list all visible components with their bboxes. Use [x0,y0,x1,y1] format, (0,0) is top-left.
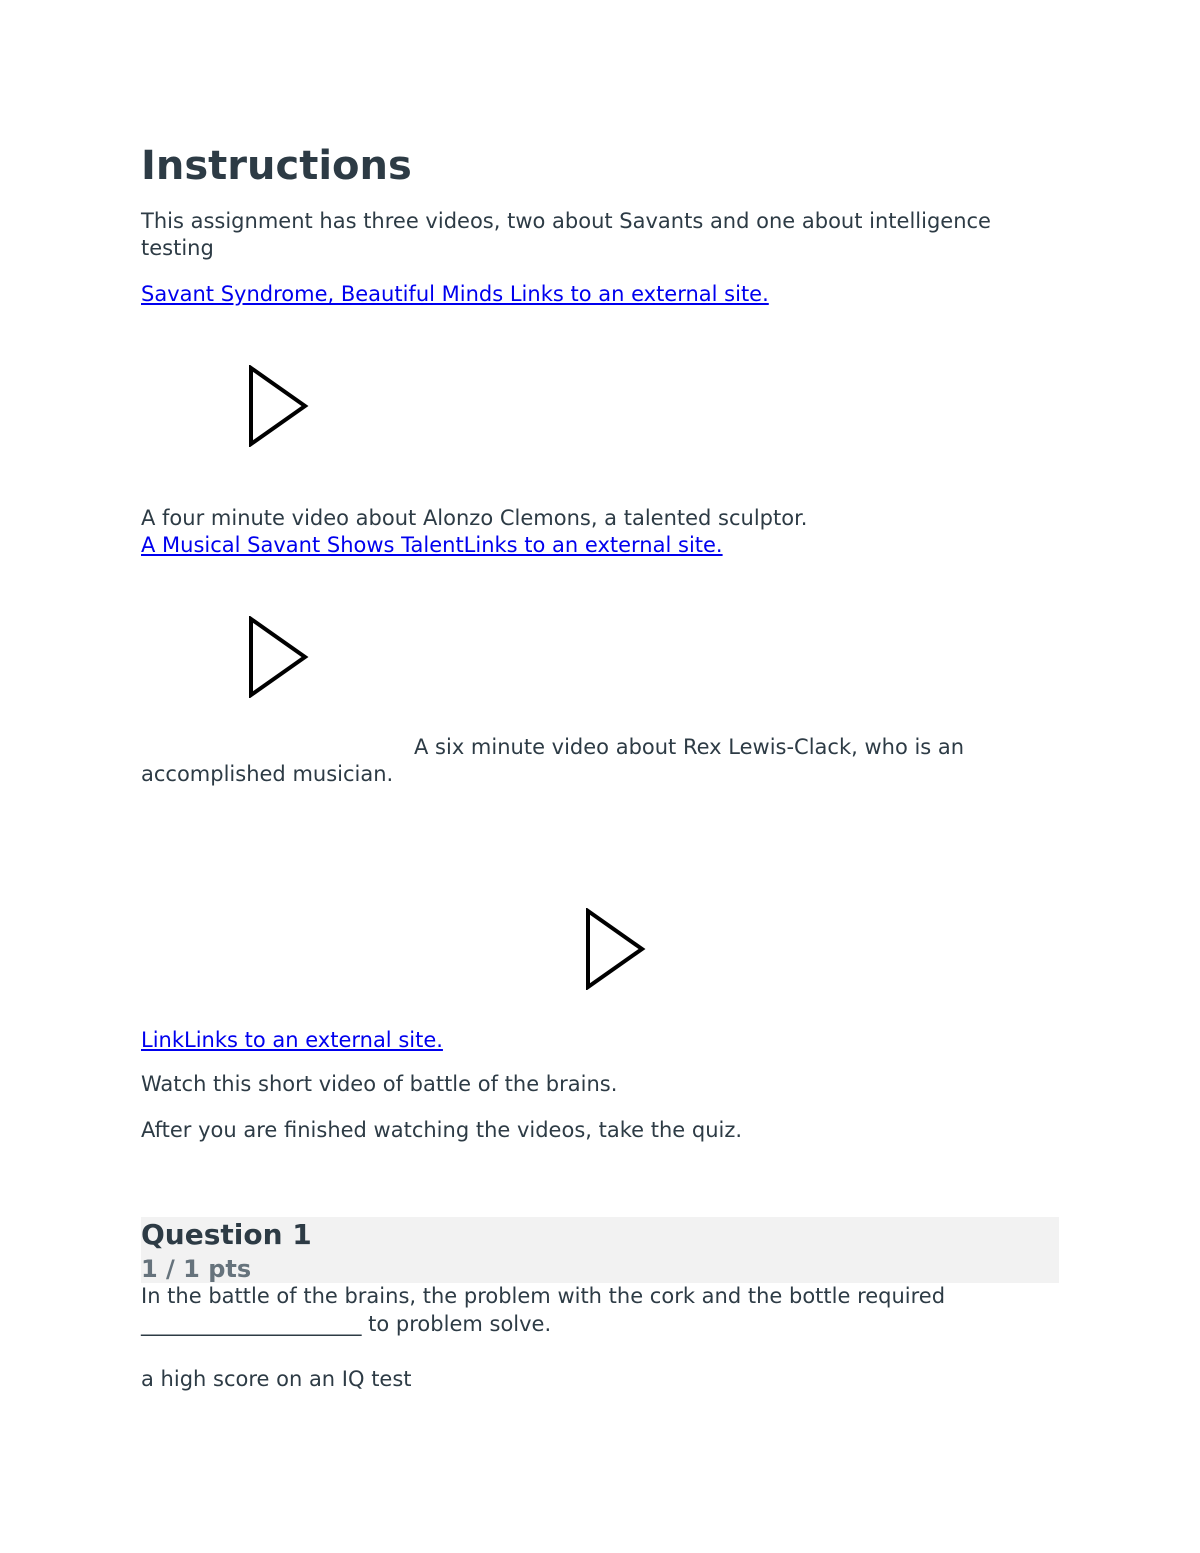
savant-syndrome-link[interactable]: Savant Syndrome, Beautiful Minds Links to an external site. [141,282,769,306]
intro-text: This assignment has three videos, two about Savants and one about intelligence testing [141,209,991,260]
play-icon [585,908,647,990]
video-3-description: Watch this short video of battle of the brains. [141,1072,618,1096]
answer-option[interactable]: a high score on an IQ test [141,1367,412,1391]
play-icon [248,616,310,698]
question-prompt-tail: to problem solve. [361,1312,552,1336]
battle-of-brains-link[interactable]: LinkLinks to an external site. [141,1028,443,1052]
question-title: Question 1 [141,1218,312,1251]
question-prompt-line-2 [141,1311,551,1338]
question-points: 1 / 1 pts [141,1255,252,1283]
video-1-player[interactable] [248,365,310,447]
page-title: Instructions [141,143,412,189]
question-prompt-line-1: In the battle of the brains, the problem with the cork and the bottle required [141,1284,946,1308]
video-1-description: A four minute video about Alonzo Clemons, a talented sculptor. [141,506,808,530]
play-icon [248,365,310,447]
video-2-player[interactable] [248,616,310,698]
video-2-description: A six minute video about Rex Lewis-Clack, who is an accomplished musician. [141,735,965,786]
closing-instruction: After you are finished watching the videos, take the quiz. [141,1118,743,1142]
answer-blank: _____________________ [141,1312,362,1336]
video-3-player[interactable] [585,908,647,990]
musical-savant-link[interactable]: A Musical Savant Shows TalentLinks to an external site. [141,533,723,557]
